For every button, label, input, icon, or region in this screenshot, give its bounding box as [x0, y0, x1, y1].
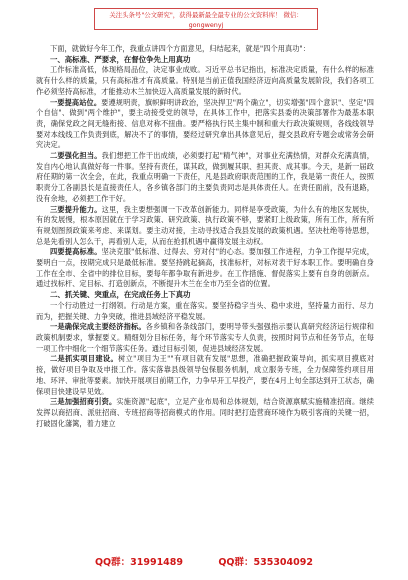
paragraph-lead: 三要提升能力。	[50, 204, 102, 214]
footer-qq-group-1: QQ群：31991489	[94, 557, 184, 568]
footer	[0, 554, 408, 568]
paragraph-lead: 一要提高站位。	[50, 97, 102, 107]
document-body	[36, 44, 374, 429]
paragraph-lead: 四要提高标准。	[50, 247, 102, 257]
paragraph-text: 我们想把工作干出成绩，必须要打起"精气神"，对事业充满热情，对群众充满真情，发自内心地认真做好每一件事。坚持有责任，谋其政，做到履其职、担其责、成其事。今天，是新一届政府任期的第一次全会，在此，我重点明确一下责任，凡是县政府职责范围的工作，我是第一责任人，按照职责分工各副县长是直接责任人，各乡镇各部门的主要负责同志是具体责任人。在责任面前，没有退路，没有余地，必须把工作干好。	[36, 151, 375, 203]
paragraph-text: 各乡镇和各条线部门，要明导带头强强指示要认真研究经济运行规律和政策机制要求，掌握要义。精细划分目标任务，每个环节落实专人负责，按照时间节点和任务节点，在每一项工作中细化一个细节落实任务。通过目标引领，促进县域经济发展。	[36, 322, 374, 353]
paragraph-text: 要遵规明责，旗帜鲜明讲政治，坚决捍卫"两个确立"，切实增强"四个意识"、坚定"四个自信"、做到"两个维护"，要主动接受党的领导，在具体工作中，把落实县委的决策部署作为最基本职责，确保党政之间无缝衔接、信息对称不扭曲。要严格执行民主集中制和重大行政决策规则，各线线领导要对本线线工作负责到底，解决不了的事情，要经过研究拿出具体意见后，提交县政府专题会或常务会研究决定。	[36, 97, 374, 150]
paragraph-text: 一个行动胜过一打纲领。行动是方案，重在落实。要坚持稳字当头、稳中求进，坚持量力而行、尽力而为，把握关键、力争突破，推进县域经济平稳发展。	[36, 300, 374, 321]
paragraph-text: 二、抓关键、突重点，在完成任务上下真功	[50, 290, 191, 300]
footer-qq-group-2: QQ群：535304092	[218, 557, 313, 568]
paragraph	[36, 98, 374, 152]
paragraph-text: 这里，我主要想强调一下改革创新能力。同样是享受政策，为什么有的地区发展快，有的发展慢，根本原因就在于学习政策、研究政策、执行政策不够，要紧盯上级政策，所有工作，所有所有规划图预政策来考虑、来谋划。要主动对接，主动寻找适合我县发展的政策机遇。坚决杜绝等待思想，总是先看别人怎么干，再看别人走，从而在抢抓机遇中赢得发展主动权。	[36, 204, 374, 246]
section-heading	[36, 290, 374, 301]
header-banner	[94, 8, 318, 30]
paragraph-lead: 三是加强招商引资。	[50, 397, 117, 407]
paragraph-text: 一、高标准、严要求，在督位争先上用真功	[50, 54, 191, 64]
paragraph	[36, 44, 374, 55]
paragraph-lead: 一是确保完成主要经济指标。	[50, 322, 146, 332]
banner-text: 关注头条号"公文研究"，获得最新最全最专业的公文资料库！ 微信：gongwenyj	[109, 11, 303, 29]
paragraph-lead: 二是抓实项目建设。	[50, 354, 119, 364]
paragraph	[36, 205, 374, 248]
paragraph	[36, 354, 374, 397]
paragraph	[36, 397, 374, 429]
paragraph-text: 实施资源"起底"，立足产业布局和总体规划，结合资源禀赋实施精准招商。继续发挥以商招商、派驻招商、专班招商等招商模式的作用。同时把打造营商环境作为吸引客商的关键一招，打破固化藩篱，着力建立	[36, 397, 375, 428]
paragraph	[36, 65, 374, 97]
paragraph	[36, 322, 374, 354]
paragraph-text: 树立"项目为王""有项目就有发展"思想，准确把握政策导向，抓实项目摸底对接，做好项目争取及申报工作。落实落靠县级领导包保服务机制，成立服务专班，全力保障签约项目用地、环评、审批等要素。加快开展项目前期工作，力争早开工早投产，要在4月上旬全部达到开工状态，确保项目快建设早见效。	[36, 354, 375, 396]
paragraph	[36, 247, 374, 290]
paragraph-text: 坚决克服"低标准、过得去、穷对付"的心态。要加强工作进程，力争工作提早完成，要明白一点，按期完成只是最低标准。要坚持跳起摘高，找准标杆，对标对表干好本职工作。要明确自身工作在全市、全省中的排位目标，要每年都争取有新进步。在工作措施、督促落实上要有自身的创新点。通过找标杆、定目标、打造创新点，不断提升木兰在全市乃至全省的位置。	[36, 247, 375, 289]
paragraph-text: 下面，就做好今年工作，我重点讲四个方面意见，归结起来，就是"四个用真功"：	[50, 44, 311, 53]
paragraph-lead: 二要强化担当。	[50, 151, 102, 161]
section-heading	[36, 55, 374, 66]
paragraph	[36, 301, 374, 322]
paragraph-text: 工作标准高低，体现格局品位，决定事业成败。习近平总书记指出，标准决定质量，有什么样的标准就有什么样的质量，只有高标准才有高质量。特别是当前正值我国经济迈向高质量发展阶段，我们各项工作必须坚持高标准，才能推动木兰加快迈入高质量发展的新时代。	[36, 65, 374, 96]
paragraph	[36, 151, 374, 205]
